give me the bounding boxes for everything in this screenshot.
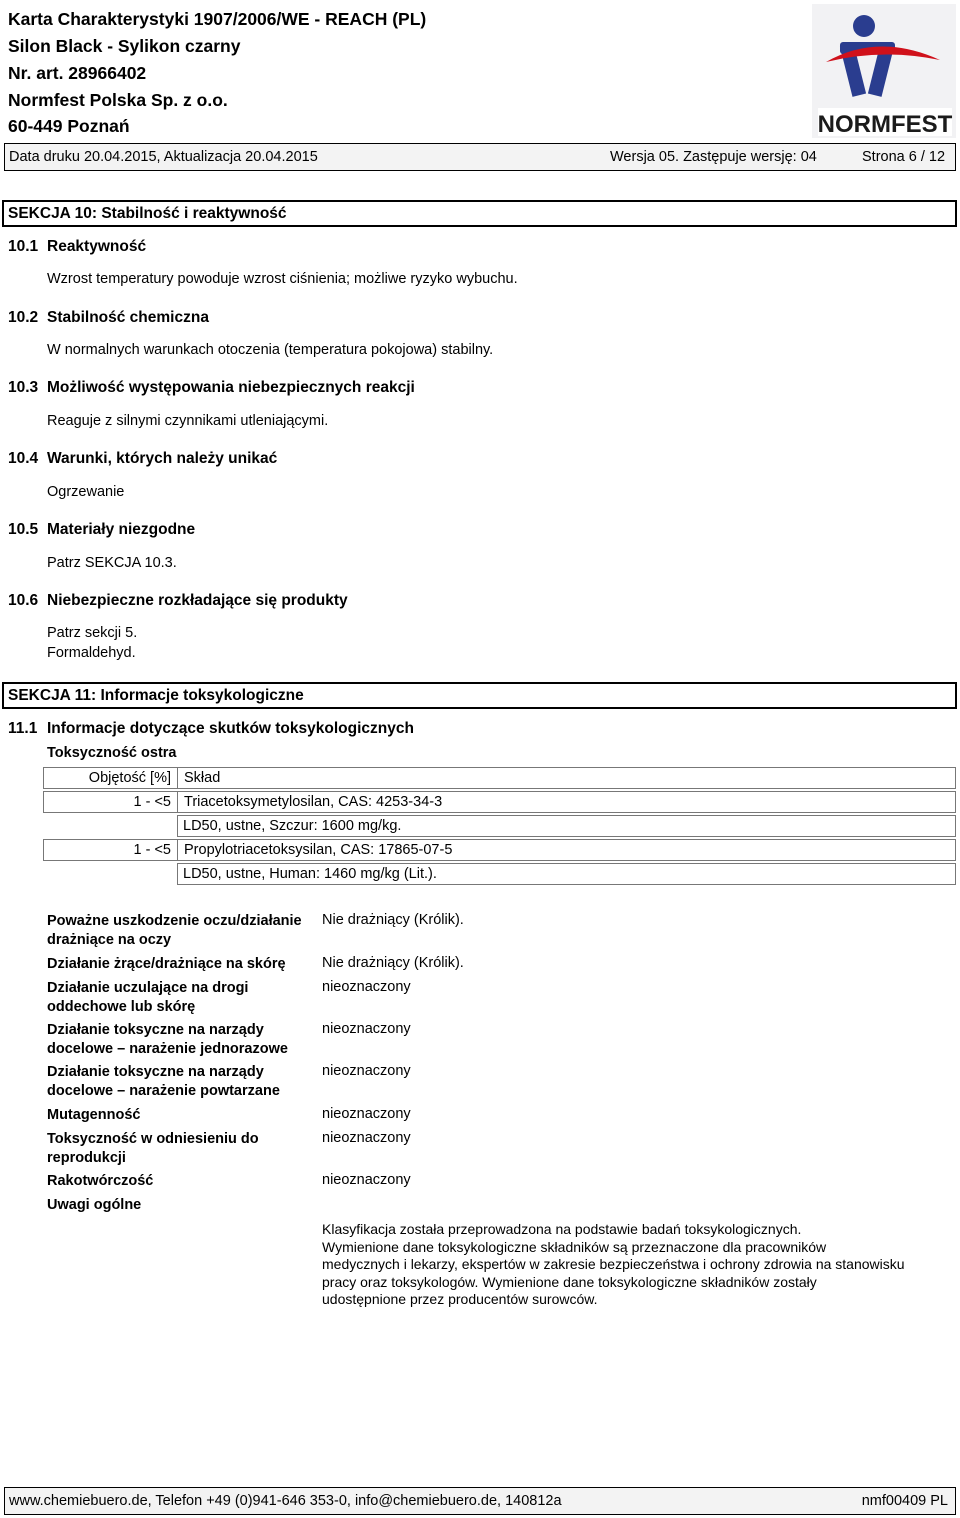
- property-label: Działanie toksyczne na narządy docelowe – narażenie powtarzane: [47, 1064, 280, 1099]
- subsection-11-1-heading: [8, 720, 414, 738]
- subsection-number: 10.4: [8, 450, 39, 467]
- subsection-10-2-heading: [8, 309, 209, 327]
- subsection-title: Możliwość występowania niebezpiecznych reakcji: [47, 379, 415, 396]
- property-label: Uwagi ogólne: [47, 1197, 142, 1213]
- subsection-number: 11.1: [8, 720, 38, 737]
- property-label: Toksyczność w odniesieniu do reprodukcji: [47, 1131, 259, 1166]
- subsection-10-1-heading: [8, 238, 146, 256]
- subsection-title: Materiały niezgodne: [47, 521, 196, 538]
- section-10-header: SEKCJA 10: Stabilność i reaktywność: [2, 200, 957, 227]
- table-row-detail: LD50, ustne, Szczur: 1600 mg/kg.: [177, 815, 956, 837]
- subsection-number: 10.1: [8, 238, 39, 255]
- document-title: Karta Charakterystyki 1907/2006/WE - REACH (PL): [8, 9, 427, 29]
- subsection-10-5-text: Patrz SEKCJA 10.3.: [47, 555, 177, 571]
- subsection-10-4-text: Ogrzewanie: [47, 484, 125, 500]
- table-header-row: [43, 767, 956, 789]
- property-value: nieoznaczony: [322, 1130, 411, 1146]
- acute-toxicity-label: Toksyczność ostra: [47, 745, 177, 761]
- subsection-10-2-text: W normalnych warunkach otoczenia (temperatura pokojowa) stabilny.: [47, 342, 494, 358]
- company-city: 60-449 Poznań: [8, 116, 130, 136]
- logo-text: NORMFEST: [817, 111, 953, 138]
- article-number: Nr. art. 28966402: [8, 63, 147, 83]
- subsection-10-5-heading: [8, 521, 195, 539]
- subsection-title: Reaktywność: [47, 238, 147, 255]
- property-label: Działanie toksyczne na narządy docelowe – narażenie jednorazowe: [47, 1022, 288, 1057]
- property-value: nieoznaczony: [322, 1021, 411, 1037]
- cell-volume: 1 - <5: [44, 840, 178, 860]
- subsection-10-6-heading: [8, 592, 348, 610]
- normfest-logo: [812, 4, 956, 138]
- property-label: Poważne uszkodzenie oczu/działanie drażniące na oczy: [47, 913, 302, 948]
- property-value: Nie drażniący (Królik).: [322, 912, 464, 928]
- table-row: [43, 839, 956, 861]
- property-value: Nie drażniący (Królik).: [322, 955, 464, 971]
- table-row-detail: LD50, ustne, Human: 1460 mg/kg (Lit.).: [177, 863, 956, 885]
- print-date: Data druku 20.04.2015, Aktualizacja 20.04.2015: [9, 149, 318, 165]
- table-row: [43, 791, 956, 813]
- property-value: nieoznaczony: [322, 1172, 411, 1188]
- subsection-number: 10.6: [8, 592, 39, 609]
- property-value: nieoznaczony: [322, 1106, 411, 1122]
- cell-composition: Propylotriacetoksysilan, CAS: 17865-07-5: [184, 842, 453, 858]
- column-header-volume: Objętość [%]: [44, 768, 178, 788]
- property-label: Mutagenność: [47, 1107, 141, 1123]
- section-11-header: SEKCJA 11: Informacje toksykologiczne: [2, 682, 957, 709]
- normfest-logo-graphic: [812, 4, 956, 138]
- property-value: nieoznaczony: [322, 1063, 411, 1079]
- subsection-10-4-heading: [8, 450, 277, 468]
- subsection-title: Informacje dotyczące skutków toksykologicznych: [47, 720, 414, 737]
- subsection-number: 10.2: [8, 309, 39, 326]
- cell-volume: 1 - <5: [44, 792, 178, 812]
- subsection-10-6-text-2: Formaldehyd.: [47, 645, 136, 661]
- property-label: Działanie żrące/drażniące na skórę: [47, 956, 286, 972]
- property-label: Rakotwórczość: [47, 1173, 154, 1189]
- print-info-bar: [4, 143, 956, 171]
- version-info: Wersja 05. Zastępuje wersję: 04: [610, 149, 817, 165]
- product-name: Silon Black - Sylikon czarny: [8, 36, 241, 56]
- subsection-10-3-text: Reaguje z silnymi czynnikami utleniającymi.: [47, 413, 329, 429]
- subsection-number: 10.5: [8, 521, 39, 538]
- company-name: Normfest Polska Sp. z o.o.: [8, 90, 228, 110]
- cell-composition: Triacetoksymetylosilan, CAS: 4253-34-3: [184, 794, 443, 810]
- subsection-number: 10.3: [8, 379, 39, 396]
- subsection-title: Stabilność chemiczna: [47, 309, 209, 326]
- subsection-10-3-heading: [8, 379, 415, 397]
- footer-bar: [4, 1487, 956, 1515]
- property-value: nieoznaczony: [322, 979, 411, 995]
- footer-contact: www.chemiebuero.de, Telefon +49 (0)941-646 353-0, info@chemiebuero.de, 140812a: [9, 1493, 562, 1509]
- subsection-10-6-text: Patrz sekcji 5.: [47, 625, 138, 641]
- footer-document-code: nmf00409 PL: [861, 1493, 948, 1509]
- column-header-composition: Skład: [184, 770, 221, 786]
- subsection-title: Warunki, których należy unikać: [47, 450, 278, 467]
- subsection-title: Niebezpieczne rozkładające się produkty: [47, 592, 348, 609]
- property-label: Działanie uczulające na drogi oddechowe lub skórę: [47, 980, 249, 1015]
- subsection-10-1-text: Wzrost temperatury powoduje wzrost ciśnienia; możliwe ryzyko wybuchu.: [47, 271, 518, 287]
- general-remarks-text: Klasyfikacja została przeprowadzona na podstawie badań toksykologicznych. Wymienione dane toksykologiczne składników są przeznaczone dla pracowników medycznych i lekarzy, ekspertów w zakresie bezpieczeństwa i ochrony zdrowia na stanowisku pracy oraz toksykologów. Wymienione dane toksykologiczne składników zostały udostępnione przez producentów surowców.: [322, 1221, 905, 1307]
- page-number: Strona 6 / 12: [862, 149, 946, 165]
